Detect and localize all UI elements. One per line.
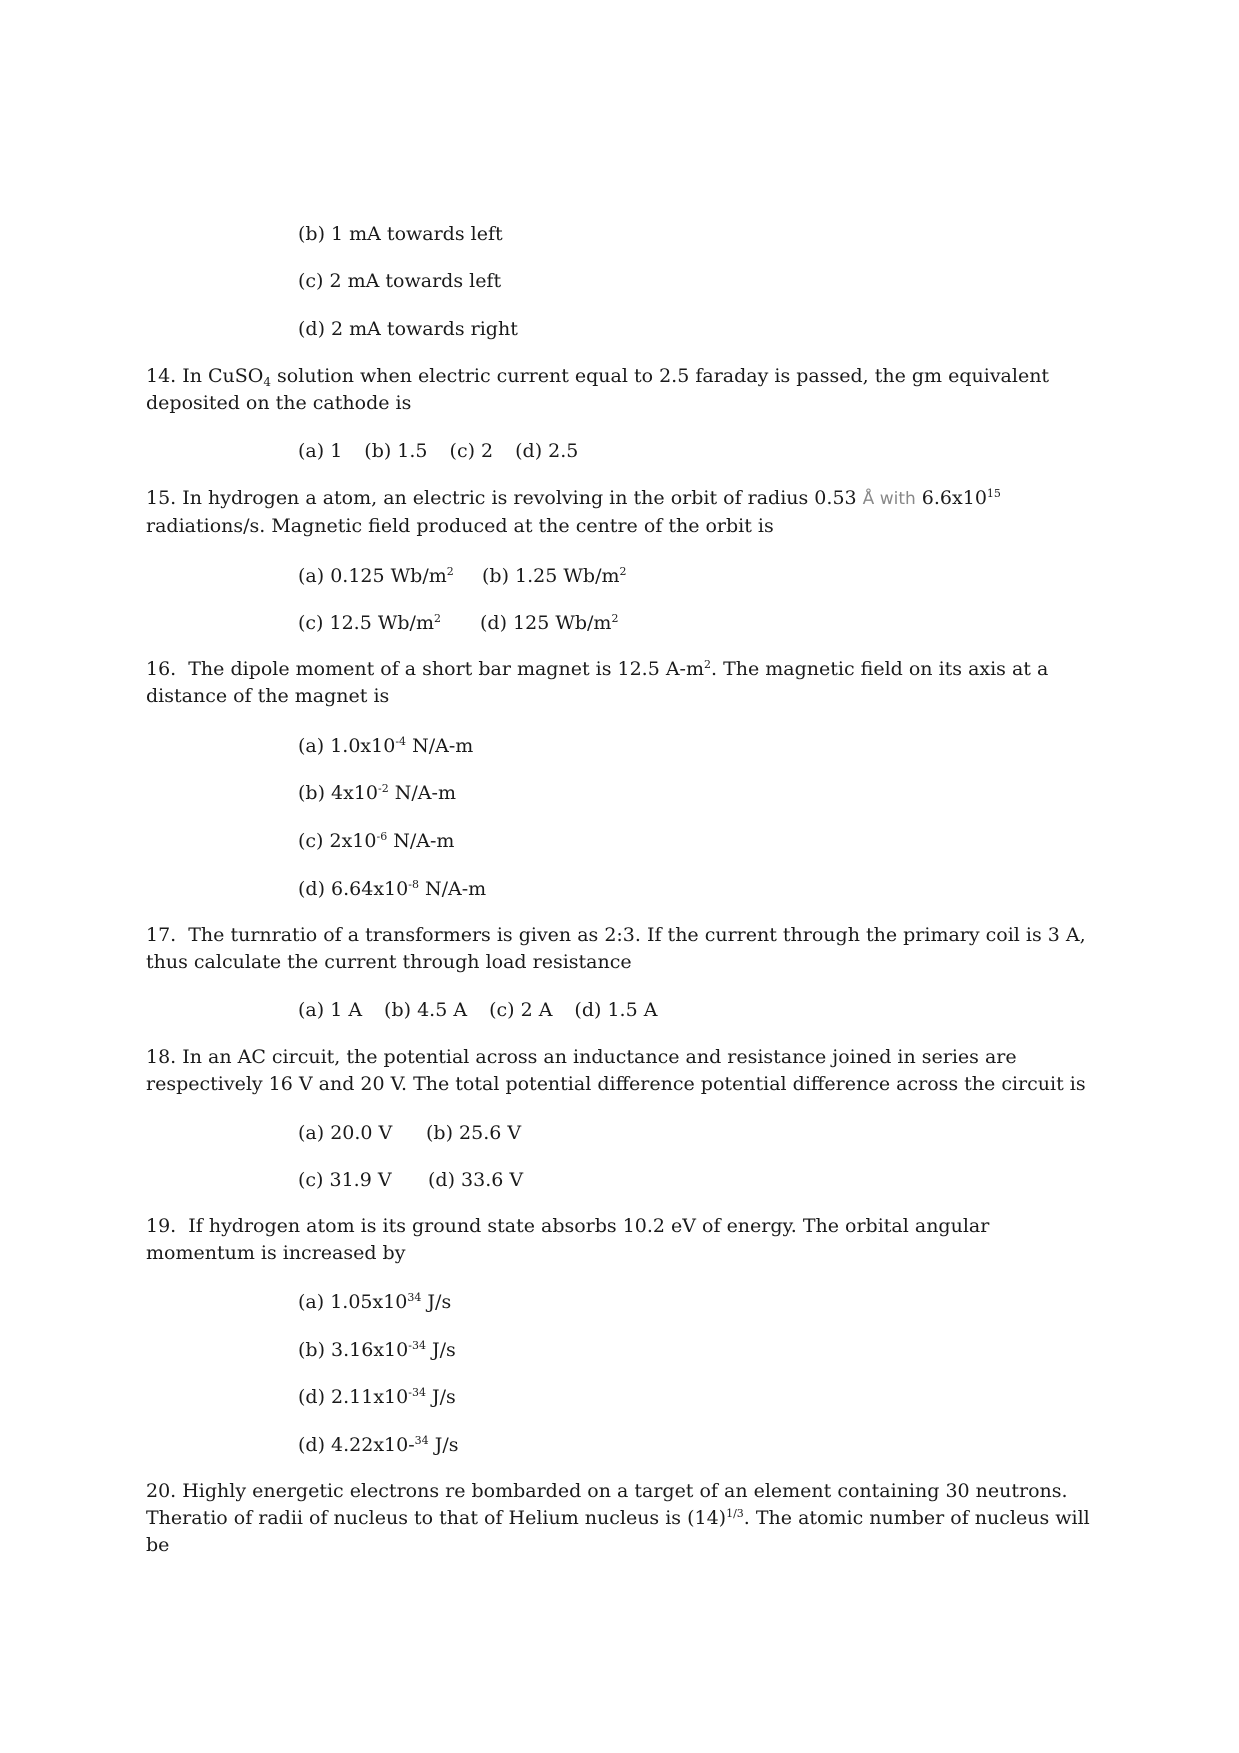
q19-option-d: [298, 1433, 458, 1457]
q15-option-c: [298, 611, 480, 635]
question-20-text-post: . The atomic number of nucleus will be: [146, 1507, 1090, 1556]
q19-option-b-exp: -34: [408, 1339, 426, 1352]
q16-option-b-pre: (b) 4x10: [298, 782, 379, 804]
q15-option-b-text: (b) 1.25 Wb/m: [482, 565, 620, 587]
question-16-sup: 2: [704, 658, 711, 671]
question-15-exponent: 15: [986, 487, 1001, 500]
q18-option-a: (a) 20.0 V: [298, 1122, 393, 1144]
question-15-options-row2: [298, 611, 618, 635]
q13-option-d: (d) 2 mA towards right: [298, 318, 518, 340]
q16-option-a-post: N/A-m: [406, 735, 474, 757]
q15-option-d-sup: 2: [611, 612, 619, 625]
q13-option-c: (c) 2 mA towards left: [298, 270, 502, 292]
question-15: [146, 485, 1096, 540]
question-18-number: 18.: [146, 1046, 177, 1068]
q19-option-a-pre: (a) 1.05x10: [298, 1291, 408, 1313]
q14-option-a: (a) 1: [298, 440, 343, 462]
question-19: [146, 1213, 1096, 1267]
q17-option-b: (b) 4.5 A: [384, 999, 468, 1021]
question-20: [146, 1478, 1096, 1559]
question-16-text-post: . The magnetic field on its axis at a distance of the magnet is: [146, 658, 1049, 707]
q16-option-c-exp: -6: [376, 830, 388, 843]
q16-option-c-post: N/A-m: [387, 830, 455, 852]
q18-option-c: (c) 31.9 V: [298, 1169, 392, 1191]
q15-option-d: [480, 611, 618, 635]
q14-option-d: (d) 2.5: [515, 440, 579, 462]
q19-option-c-pre: (d) 2.11x10: [298, 1386, 409, 1408]
q14-option-b: (b) 1.5: [364, 440, 428, 462]
q19-option-d-post: J/s: [428, 1434, 459, 1456]
q15-option-b-sup: 2: [619, 565, 627, 578]
question-17-text: The turnratio of a transformers is given as 2:3. If the current through the primary coil is 3 A, thus calculate the current through load resistance: [146, 924, 1086, 973]
question-15-number: 15.: [146, 487, 177, 509]
angstrom-symbol: Å with: [862, 489, 916, 509]
q16-option-a-pre: (a) 1.0x10: [298, 735, 396, 757]
q19-option-b-pre: (b) 3.16x10: [298, 1339, 409, 1361]
q19-option-c: [298, 1385, 456, 1409]
question-18-options-row1: [298, 1121, 521, 1145]
question-14-text-pre: In CuSO: [182, 365, 264, 387]
question-16-text-pre: The dipole moment of a short bar magnet is 12.5 A-m: [182, 658, 704, 680]
question-18: [146, 1044, 1096, 1098]
question-17: [146, 922, 1096, 976]
q14-option-c: (c) 2: [449, 440, 494, 462]
q16-option-d-pre: (d) 6.64x10: [298, 878, 409, 900]
question-19-number: 19.: [146, 1215, 177, 1237]
q19-option-a: [298, 1290, 451, 1314]
q19-option-a-exp: 34: [407, 1291, 422, 1304]
question-20-number: 20.: [146, 1480, 177, 1502]
q15-option-a: [298, 564, 482, 588]
question-14-text-post: solution when electric current equal to 2.5 faraday is passed, the gm equivalent deposited on the cathode is: [146, 365, 1050, 414]
question-18-text: In an AC circuit, the potential across an inductance and resistance joined in series are respectively 16 V and 20 V. The total potential difference potential difference across the circuit is: [146, 1046, 1086, 1095]
q16-option-a: [298, 734, 473, 758]
question-16-number: 16.: [146, 658, 177, 680]
q19-option-c-exp: -34: [408, 1386, 426, 1399]
question-18-options-row2: [298, 1168, 523, 1192]
q15-option-b: [482, 564, 626, 588]
q15-option-c-sup: 2: [433, 612, 441, 625]
q15-option-c-text: (c) 12.5 Wb/m: [298, 612, 434, 634]
q16-option-c: [298, 829, 454, 853]
q16-option-c-pre: (c) 2x10: [298, 830, 377, 852]
q18-option-d: (d) 33.6 V: [428, 1169, 524, 1191]
q18-option-b: (b) 25.6 V: [426, 1122, 522, 1144]
q17-option-c: (c) 2 A: [489, 999, 553, 1021]
question-15-text-mid: 6.6x10: [915, 487, 987, 509]
question-14-options: [298, 439, 578, 463]
question-14: [146, 363, 1096, 417]
q16-option-b-post: N/A-m: [388, 782, 456, 804]
q16-option-b: [298, 781, 456, 805]
q16-option-d-exp: -8: [408, 878, 419, 891]
q15-option-a-sup: 2: [446, 565, 454, 578]
q19-option-d-text: (d) 4.22x10-: [298, 1434, 415, 1456]
question-16: [146, 656, 1096, 710]
q19-option-d-exp: 34: [414, 1434, 429, 1447]
q16-option-d-post: N/A-m: [418, 878, 487, 900]
q17-option-d: (d) 1.5 A: [574, 999, 658, 1021]
q19-option-b-post: J/s: [425, 1339, 456, 1361]
question-15-text-post: radiations/s. Magnetic field produced at the centre of the orbit is: [146, 515, 774, 537]
question-15-text-pre: In hydrogen a atom, an electric is revolving in the orbit of radius 0.53: [182, 487, 863, 509]
question-17-number: 17.: [146, 924, 177, 946]
q15-option-d-text: (d) 125 Wb/m: [480, 612, 612, 634]
question-14-subscript: 4: [263, 375, 272, 389]
q15-option-a-text: (a) 0.125 Wb/m: [298, 565, 447, 587]
q19-option-c-post: J/s: [425, 1386, 456, 1408]
question-15-options-row1: [298, 564, 626, 588]
question-17-options: [298, 998, 657, 1022]
question-20-sup: 1/3: [726, 1507, 744, 1520]
q16-option-a-exp: -4: [395, 735, 407, 748]
question-14-number: 14.: [146, 365, 177, 387]
question-20-text-pre: Highly energetic electrons re bombarded on a target of an element containing 30 neutrons. Theratio of radii of nucleus to that of Helium nucleus is (14): [146, 1480, 1068, 1529]
q16-option-b-exp: -2: [378, 782, 389, 795]
q19-option-a-post: J/s: [421, 1291, 452, 1313]
q16-option-d: [298, 877, 486, 901]
question-19-text: If hydrogen atom is its ground state absorbs 10.2 eV of energy. The orbital angular momentum is increased by: [146, 1215, 990, 1264]
q13-option-b: (b) 1 mA towards left: [298, 223, 503, 245]
q17-option-a: (a) 1 A: [298, 999, 363, 1021]
q19-option-b: [298, 1338, 456, 1362]
